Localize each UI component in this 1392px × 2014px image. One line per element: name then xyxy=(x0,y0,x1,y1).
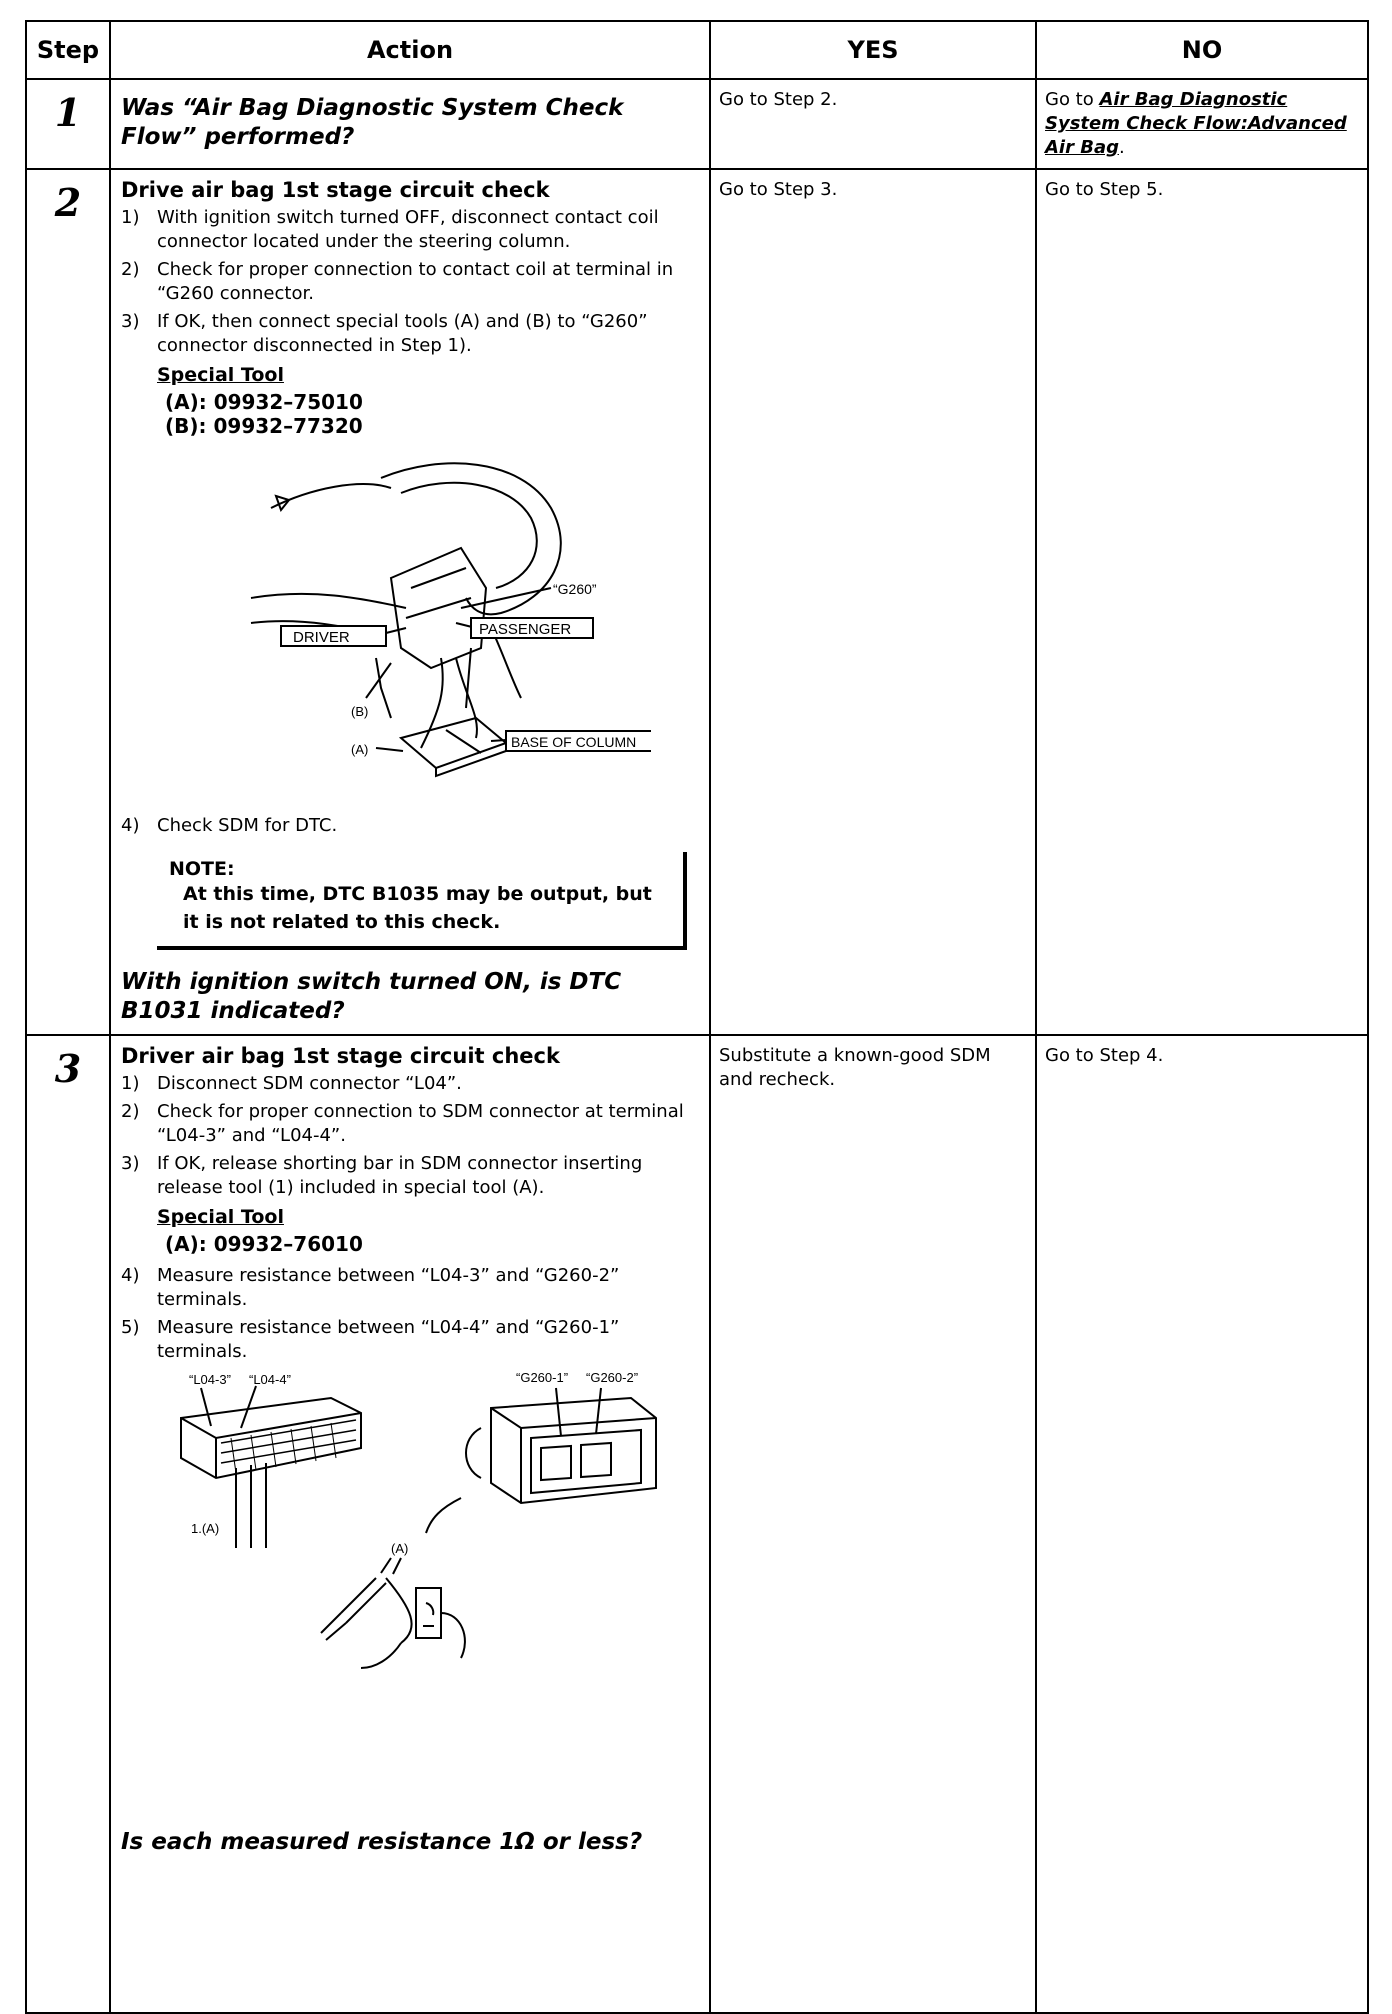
label-g260-2: “G260-2” xyxy=(586,1370,639,1385)
instruction-list xyxy=(121,814,699,838)
label-driver: DRIVER xyxy=(293,629,350,646)
special-tool-a: (A): 09932–76010 xyxy=(165,1232,363,1256)
no-suffix: . xyxy=(1119,137,1125,158)
header-no: NO xyxy=(1036,21,1368,79)
flow-link[interactable]: Air Bag Diagnostic System Check Flow:Advanced Air Bag xyxy=(1045,89,1347,158)
table-row xyxy=(26,79,1368,169)
special-tool-heading: Special Tool xyxy=(157,364,284,386)
instruction-list xyxy=(121,206,699,358)
yes-cell: Substitute a known-good SDM and recheck. xyxy=(710,1035,1036,2013)
no-cell xyxy=(1036,79,1368,169)
note-heading: NOTE: xyxy=(169,858,235,880)
label-g260-1: “G260-1” xyxy=(516,1370,569,1385)
no-cell: Go to Step 5. xyxy=(1036,169,1368,1035)
no-cell: Go to Step 4. xyxy=(1036,1035,1368,2013)
step-heading: Drive air bag 1st stage circuit check xyxy=(121,178,550,202)
list-item: 3) If OK, then connect special tools (A) and (B) to “G260” connector disconnected in Step 1). xyxy=(121,311,648,356)
header-yes: YES xyxy=(710,21,1036,79)
diagnostic-table xyxy=(25,20,1369,2014)
label-base-of-column: BASE OF COLUMN xyxy=(511,734,637,750)
step-number: 1 xyxy=(26,79,110,169)
label-g260: “G260” xyxy=(553,581,597,597)
connector-measurement-figure xyxy=(161,1368,721,1678)
label-1a: 1.(A) xyxy=(191,1521,220,1536)
note-text: At this time, DTC B1035 may be output, but it is not related to this check. xyxy=(183,883,652,933)
label-b: (B) xyxy=(351,704,369,719)
step-number: 3 xyxy=(26,1035,110,2013)
label-a: (A) xyxy=(391,1541,409,1556)
list-item: 4) Measure resistance between “L04-3” and “G260-2” terminals. xyxy=(121,1265,620,1310)
instruction-list xyxy=(121,1072,699,1200)
step-question: Was “Air Bag Diagnostic System Check Flow” performed? xyxy=(121,95,624,150)
step-number: 2 xyxy=(26,169,110,1035)
label-a: (A) xyxy=(351,742,369,757)
steering-column-figure xyxy=(231,448,651,778)
label-passenger: PASSENGER xyxy=(479,621,572,638)
yes-cell: Go to Step 2. xyxy=(710,79,1036,169)
special-tool-b: (B): 09932–77320 xyxy=(165,414,363,438)
list-item: 1) Disconnect SDM connector “L04”. xyxy=(121,1073,462,1094)
special-tool-a: (A): 09932–75010 xyxy=(165,390,363,414)
step-question: Is each measured resistance 1Ω or less? xyxy=(121,1829,643,1855)
no-prefix: Go to xyxy=(1045,89,1100,110)
header-row xyxy=(26,21,1368,79)
header-action: Action xyxy=(110,21,710,79)
list-item: 2) Check for proper connection to contact coil at terminal in “G260 connector. xyxy=(121,259,674,304)
list-item: 1) With ignition switch turned OFF, disconnect contact coil connector located under the steering column. xyxy=(121,207,659,252)
table-row xyxy=(26,1035,1368,2013)
list-item: 5) Measure resistance between “L04-4” and “G260-1” terminals. xyxy=(121,1317,620,1362)
note-box xyxy=(157,852,687,950)
list-item: 3) If OK, release shorting bar in SDM connector inserting release tool (1) included in special tool (A). xyxy=(121,1153,643,1198)
yes-cell: Go to Step 3. xyxy=(710,169,1036,1035)
label-l04-4: “L04-4” xyxy=(249,1372,291,1387)
special-tool-heading: Special Tool xyxy=(157,1206,284,1228)
step-question: With ignition switch turned ON, is DTC B1031 indicated? xyxy=(121,969,622,1024)
label-l04-3: “L04-3” xyxy=(189,1372,231,1387)
header-step: Step xyxy=(26,21,110,79)
instruction-list xyxy=(121,1264,699,1364)
table-row xyxy=(26,169,1368,1035)
list-item: 2) Check for proper connection to SDM connector at terminal “L04-3” and “L04-4”. xyxy=(121,1101,684,1146)
step-heading: Driver air bag 1st stage circuit check xyxy=(121,1044,560,1068)
list-item: 4) Check SDM for DTC. xyxy=(121,815,338,836)
